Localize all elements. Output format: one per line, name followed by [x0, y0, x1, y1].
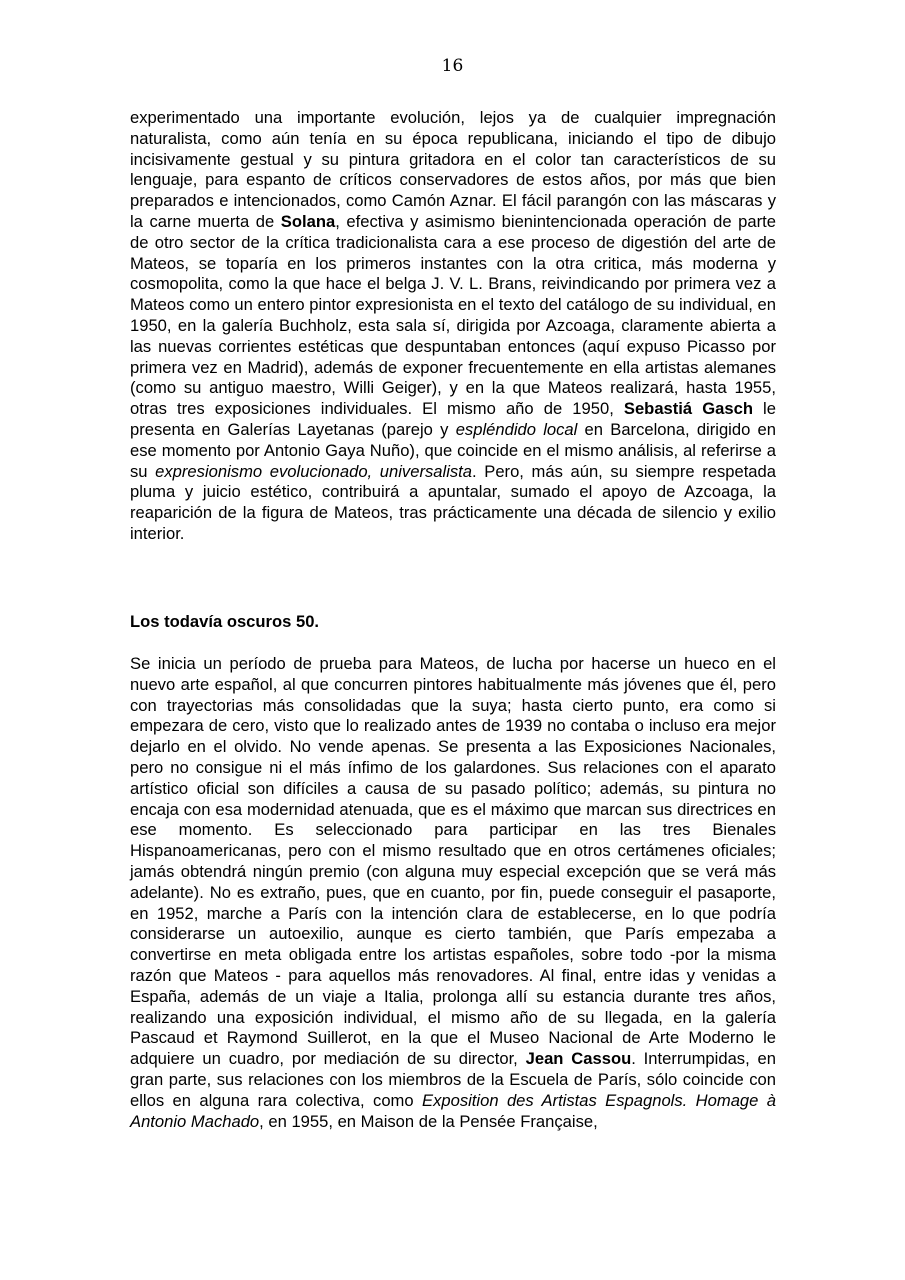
italic-title: Exposition des Artistas Espagnols. Homage à Antonio Machado: [130, 1090, 777, 1131]
text-run: en Barcelona, dirigido en ese momento por Antonio Gaya Nuño), que coincide en el mismo análisis, al referirse a su: [130, 419, 777, 481]
text-run: . Interrumpidas, en gran parte, sus relaciones con los miembros de la Escuela de París, sólo coincide con ellos en alguna rara colectiva, como: [130, 1049, 776, 1110]
text-run: Se inicia un período de prueba para Mateos, de lucha por hacerse un hueco en el nuevo arte español, al que concurren pintores habitualmente más jóvenes que él, pero con trayectorias más consolidadas que la suya; hasta cierto punto, era como si empezara de cero, visto que lo realizado antes de 1939 no contaba o incluso era mejor dejarlo en el olvido. No vende apenas. Se presenta a las Exposiciones Nacionales, pero no consigue ni el más ínfimo de los galardones. Sus relaciones con el aparato artístico oficial son difíciles a causa de su pasado político; además, su pintura no encaja con esa modernidad atenuada, que es el máximo que marcan sus directrices en ese momento. Es seleccionado para participar en las tres Bienales Hispanoamericanas, pero con el mismo resultado que en otros certámenes oficiales; jamás obtendrá ningún premio (con alguna muy especial excepción que se verá más adelante). No es extraño, pues, que en cuanto, por fin, puede conseguir el pasaporte, en 1952, marche a París con la intención clara de establecerse, en lo que podría considerarse un autoexilio, aunque es cierto también, que París empezaba a convertirse en meta obligada entre los artistas españoles, sobre todo -por la misma razón que Mateos - para aquellos más renovadores. Al final, entre idas y venidas a España, además de un viaje a Italia, prolonga allí su estancia durante tres años, realizando una exposición individual, el mismo año de su llegada, en la galería Pascaud et Raymond Suillerot, en la que el Museo Nacional de Arte Moderno le adquiere un cuadro, por mediación de su director,: [130, 654, 776, 1069]
paragraph: [130, 654, 776, 1132]
section-heading: Los todavía oscuros 50.: [130, 612, 320, 631]
paragraph: [130, 108, 776, 545]
body-paragraph-1: [130, 108, 776, 545]
text-run: le presenta en Galerías Layetanas (parejo y: [130, 399, 776, 439]
text-run: , efectiva y asimismo bienintencionada operación de parte de otro sector de la crítica tradicionalista cara a ese proceso de digestión del arte de Mateos, se toparía en los primeros instantes con la otra critica, más moderna y cosmopolita, como la que hace el belga J. V. L. Brans, reivindicando por primera vez a Mateos como un entero pintor expresionista en el texto del catálogo de su individual, en 1950, en la galería Buchholz, esta sala sí, dirigida por Azcoaga, claramente abierta a las nuevas corrientes estéticas que despuntaban entonces (aquí expuso Picasso por primera vez en Madrid), además de exponer frecuentemente en ella artistas alemanes (como su antiguo maestro, Willi Geiger), y en la que Mateos realizará, hasta 1955, otras tres exposiciones individuales. El mismo año de 1950,: [130, 211, 776, 419]
bold-name: Solana: [280, 211, 336, 231]
italic-quote: expresionismo evolucionado, universalista: [155, 461, 473, 481]
text-run: , en 1955, en Maison de la Pensée Française,: [259, 1111, 598, 1131]
italic-quote: espléndido local: [455, 419, 578, 439]
text-run: . Pero, más aún, su siempre respetada pluma y juicio estético, contribuirá a apuntalar, sumado el apoyo de Azcoaga, la reaparición de la figura de Mateos, tras prácticamente una década de silencio y exilio interior.: [130, 461, 776, 543]
bold-name: Jean Cassou: [525, 1049, 632, 1069]
bold-name: Sebastiá Gasch: [623, 399, 753, 419]
body-paragraph-2: [130, 654, 776, 1132]
text-run: experimentado una importante evolución, lejos ya de cualquier impregnación naturalista, como aún tenía en su época republicana, iniciando el tipo de dibujo incisivamente gestual y su pintura gritadora en el color tan característicos de su lenguaje, para espanto de críticos conservadores de estos años, por más que bien preparados e intencionados, como Camón Aznar. El fácil parangón con las máscaras y la carne muerta de: [130, 108, 776, 231]
page-number: 16: [441, 56, 464, 76]
